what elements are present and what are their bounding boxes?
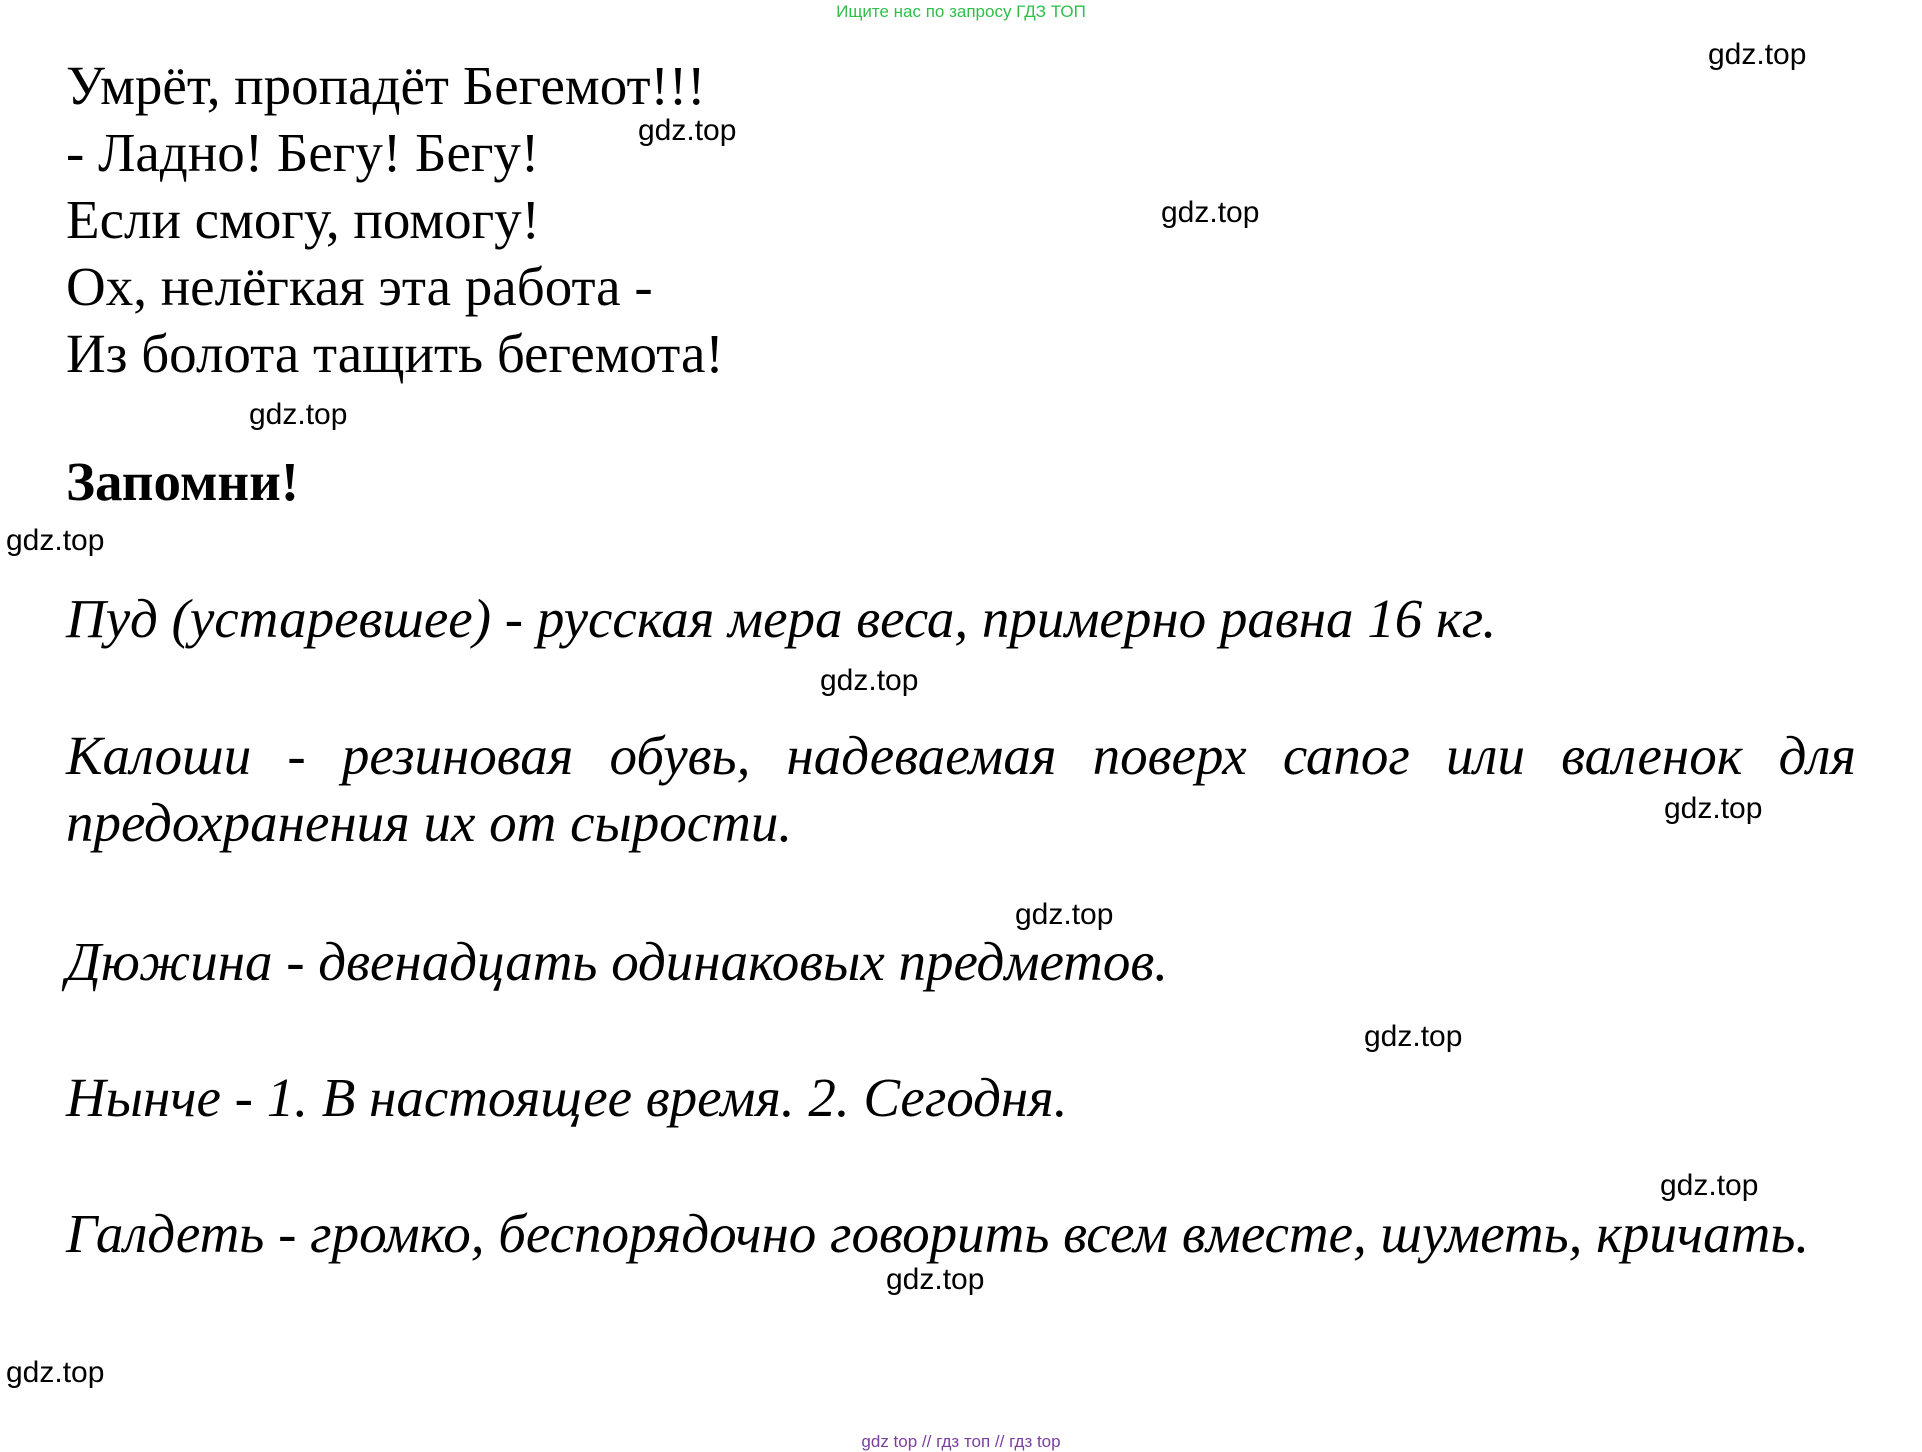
poem-line: Умрёт, пропадёт Бегемот!!! xyxy=(66,55,706,116)
remember-heading: Запомни! xyxy=(66,451,300,512)
watermark: gdz.top xyxy=(820,664,919,697)
definition-duzhina: Дюжина - двенадцать одинаковых предметов. xyxy=(66,931,1168,992)
watermark: gdz.top xyxy=(6,524,105,557)
poem xyxy=(66,52,724,387)
poem-line: Если смогу, помогу! xyxy=(66,189,540,250)
watermark: gdz.top xyxy=(1664,792,1763,825)
definition-galdet: Галдеть - громко, беспорядочно говорить всем вместе, шуметь, кричать. xyxy=(66,1203,1810,1264)
watermark: gdz.top xyxy=(1161,196,1260,229)
watermark: gdz.top xyxy=(1660,1169,1759,1202)
poem-line: Из болота тащить бегемота! xyxy=(66,323,724,384)
watermark: gdz.top xyxy=(638,114,737,147)
watermark: gdz.top xyxy=(249,398,348,431)
watermark: gdz.top xyxy=(1708,38,1807,71)
watermark: gdz.top xyxy=(1364,1020,1463,1053)
definition-pud: Пуд (устаревшее) - русская мера веса, примерно равна 16 кг. xyxy=(66,588,1497,649)
watermark: gdz.top xyxy=(1015,898,1114,931)
poem-line: Ох, нелёгкая эта работа - xyxy=(66,256,653,317)
watermark: gdz.top xyxy=(6,1356,105,1389)
watermark: gdz.top xyxy=(886,1263,985,1296)
poem-line: - Ладно! Бегу! Бегу! xyxy=(66,122,540,183)
definition-nynche: Нынче - 1. В настоящее время. 2. Сегодня. xyxy=(66,1067,1068,1128)
top-banner: Ищите нас по запросу ГДЗ ТОП xyxy=(836,2,1086,21)
footer-banner: gdz top // гдз топ // гдз top xyxy=(861,1432,1061,1451)
definition-kaloshi: Калоши - резиновая обувь, надеваемая поверх сапог или валенок для предохранения их от сырости. xyxy=(66,725,1856,853)
